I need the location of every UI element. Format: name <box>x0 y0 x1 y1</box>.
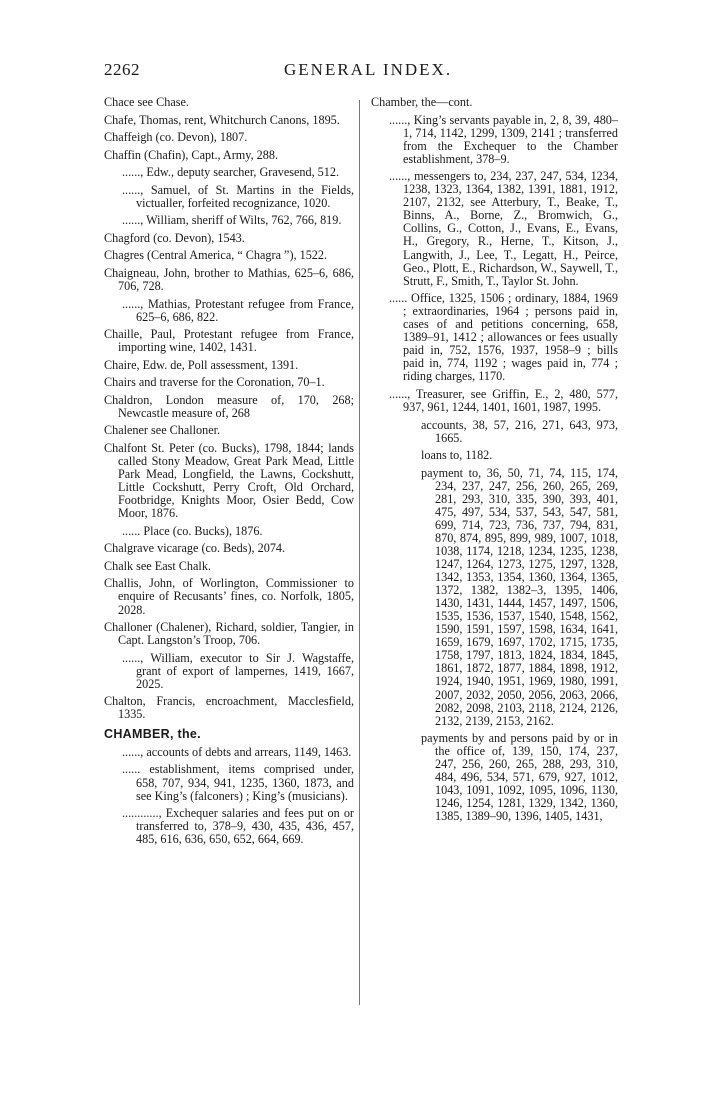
index-entry: Chalgrave vicarage (co. Beds), 2074. <box>104 541 286 556</box>
column-divider <box>359 100 360 1005</box>
index-entry: ......, accounts of debts and arrears, 1149, 1463. <box>122 744 352 759</box>
index-entry: Chamber, the—cont. <box>371 95 473 109</box>
index-entry: payment to, 36, 50, 71, 74, 115, 174, 234, 237, 247, 256, 260, 265, 269, 281, 293, 310, 335, 390, 393, 401, 475, 497, 534, 537, 543, 547, 581, 699, 714, 723, 736, 737, 794, 831, 870, 874, 895, 899, 989, 1007, 1018, 1038, 1174, 1218, 1234, 1235, 1238, 1247, 1264, 1273, 1275, 1297, 1328, 1342, 1353, 1354, 1360, 1364, 1365, 1372, 1382, 1382–3, 1395, 1406, 1430, 1431, 1444, 1457, 1497, 1506, 1535, 1536, 1537, 1540, 1548, 1562, 1590, 1591, 1597, 1598, 1634, 1641, 1659, 1679, 1697, 1702, 1715, 1735, 1758, 1797, 1813, 1824, 1834, 1845, 1861, 1872, 1877, 1884, 1898, 1912, 1924, 1940, 1951, 1969, 1980, 1991, 2007, 2032, 2050, 2056, 2063, 2066, 2082, 2098, 2103, 2118, 2124, 2126, 2132, 2139, 2153, 2162. <box>421 465 618 728</box>
index-entry: ......, King’s servants payable in, 2, 8, 39, 480–1, 714, 1142, 1299, 1309, 2141 ; transferred from the Exchequer to the Chamber establishment, 378–9. <box>389 112 618 166</box>
page-number: 2262 <box>104 60 140 79</box>
index-entry: Chairs and traverse for the Coronation, 70–1. <box>104 375 325 390</box>
left-column <box>104 96 354 851</box>
index-entry: ......, William, executor to Sir J. Wagstaffe, grant of export of lampernes, 1419, 1667, 2025. <box>122 650 354 691</box>
index-entry: loans to, 1182. <box>421 448 493 463</box>
index-entry: Chagres (Central America, “ Chagra ”), 1522. <box>104 248 328 263</box>
index-entry: ......, Treasurer, see Griffin, E., 2, 480, 577, 937, 961, 1244, 1401, 1601, 1987, 1995. <box>389 386 618 415</box>
index-entry: ...... establishment, items comprised under, 658, 707, 934, 941, 1235, 1360, 1873, and see King’s (falconers) ; King’s (musicians). <box>122 762 354 803</box>
index-entry: Chaire, Edw. de, Poll assessment, 1391. <box>104 357 299 372</box>
index-entry: Chaille, Paul, Protestant refugee from France, importing wine, 1402, 1431. <box>104 327 354 355</box>
index-entry: Chafe, Thomas, rent, Whitchurch Canons, 1895. <box>104 112 340 127</box>
index-entry: Chaldron, London measure of, 170, 268; Newcastle measure of, 268 <box>104 392 354 420</box>
index-entry: Challis, John, of Worlington, Commissioner to enquire of Recusants’ fines, co. Norfolk, 1805, 2028. <box>104 576 354 617</box>
index-entry: Challoner (Chalener), Richard, soldier, Tangier, in Capt. Langston’s Troop, 706. <box>104 620 354 648</box>
index-entry: ......, William, sheriff of Wilts, 762, 766, 819. <box>122 213 342 228</box>
running-head: GENERAL INDEX. <box>284 60 453 79</box>
index-entry: ...... Place (co. Bucks), 1876. <box>122 523 263 538</box>
index-entry: ...... Office, 1325, 1506 ; ordinary, 1884, 1969 ; extraordinaries, 1964 ; persons paid in, cases of and petitions concerning, 658, 1389–91, 1412 ; allowances or fees usually paid in, 752, 1576, 1937, 1958–9 ; bills paid in, 774, 1192 ; wages paid in, 774 ; riding charges, 1170. <box>389 291 618 384</box>
index-entry: Chalton, Francis, encroachment, Macclesfield, 1335. <box>104 694 354 722</box>
index-entry: Chaigneau, John, brother to Mathias, 625–6, 686, 706, 728. <box>104 265 354 294</box>
index-entry: ......, Edw., deputy searcher, Gravesend, 512. <box>122 165 340 180</box>
index-entry: Chagford (co. Devon), 1543. <box>104 230 245 245</box>
index-entry: payments by and persons paid by or in the office of, 139, 150, 174, 237, 247, 256, 260, 265, 288, 293, 310, 484, 496, 534, 571, 679, 927, 1012, 1043, 1091, 1092, 1095, 1096, 1130, 1246, 1254, 1281, 1329, 1342, 1360, 1385, 1389–90, 1396, 1405, 1431, <box>421 731 618 824</box>
index-entry: ......, Mathias, Protestant refugee from France, 625–6, 686, 822. <box>122 296 354 324</box>
index-entry: ......, messengers to, 234, 237, 247, 534, 1234, 1238, 1323, 1364, 1382, 1391, 1881, 1912, 2107, 2132, see Atterbury, T., Beake, T., Binns, A., Borne, Z., Bromwich, G., Collins, G., Cotton, J., Evans, E., Evans, H., Gregory, R., Herne, T., Kitson, J., Langwith, J., Lee, T., Legatt, H., Peirce, Geo., Plott, E., Richardson, W., Saywell, T., Strutt, F., Smith, T., Taylor St. John. <box>389 169 618 288</box>
index-entry: Chalener see Challoner. <box>104 423 221 438</box>
index-entry: ......, Samuel, of St. Martins in the Fields, victualler, forfeited recognizance, 1020. <box>122 182 354 210</box>
index-entry: Chalfont St. Peter (co. Bucks), 1798, 1844; lands called Stony Meadow, Great Park Mead, Little Park Mead, Longfield, the Lawns, Cockshutt, Little Cockshutt, Perry Croft, Old Orchard, Footbridge, Knights Moor, Osier Bedd, Cow Moor, 1876. <box>104 440 354 521</box>
index-entry: ............, Exchequer salaries and fees put on or transferred to, 378–9, 430, 435, 436, 457, 485, 616, 636, 650, 652, 664, 669. <box>122 806 354 847</box>
index-entry: Chaffeigh (co. Devon), 1807. <box>104 130 248 145</box>
index-entry: Chaffin (Chafin), Capt., Army, 288. <box>104 147 278 162</box>
index-entry: Chace see Chase. <box>104 95 189 109</box>
index-entry: Chalk see East Chalk. <box>104 558 211 573</box>
index-heading: CHAMBER, the. <box>104 727 201 742</box>
index-entry: accounts, 38, 57, 216, 271, 643, 973, 1665. <box>421 417 618 445</box>
right-column <box>371 96 618 828</box>
